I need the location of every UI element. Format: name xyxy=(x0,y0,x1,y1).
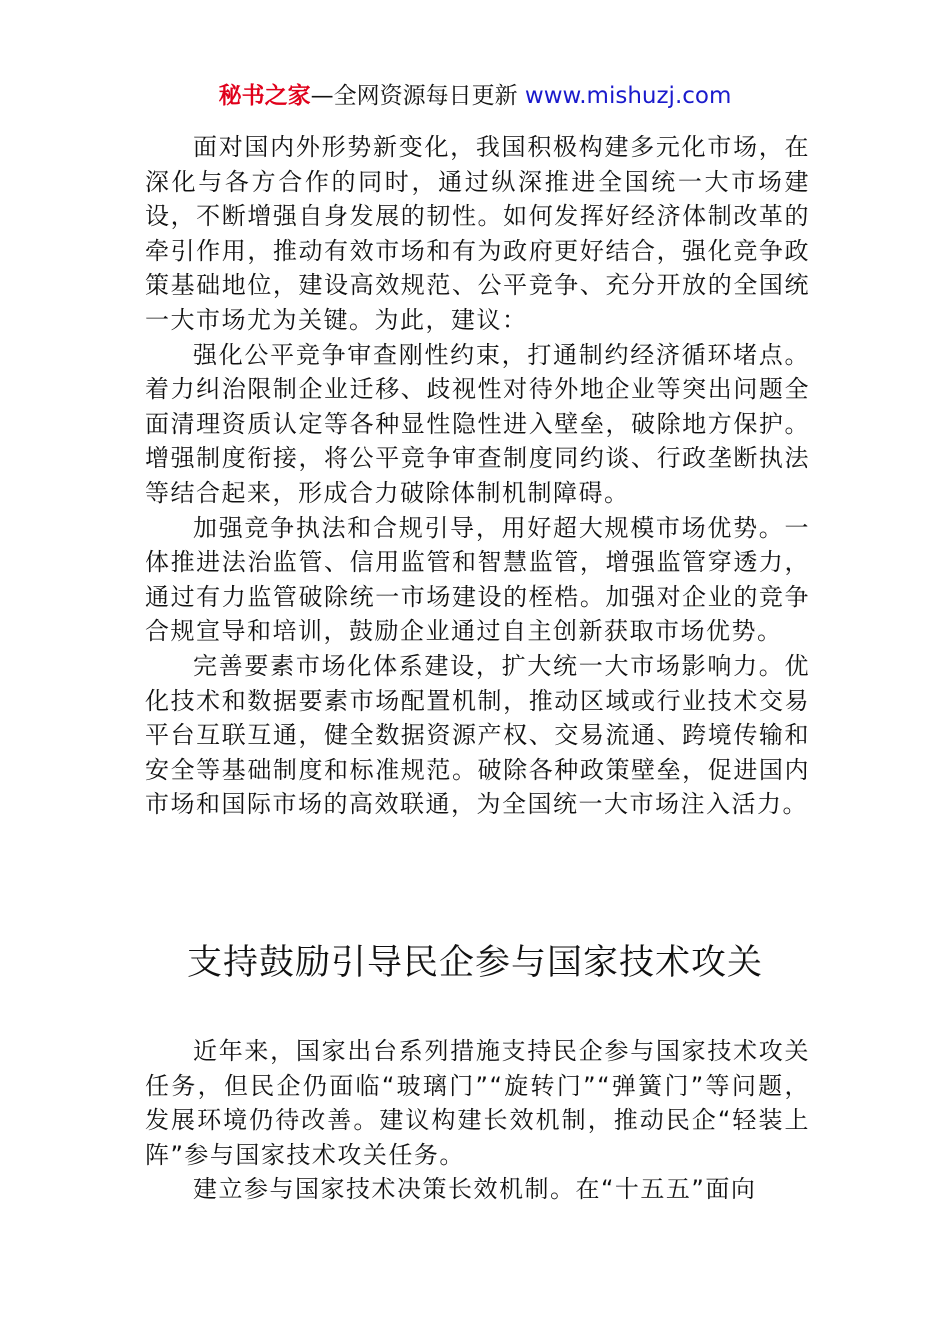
brand-name: 秘书之家 xyxy=(218,83,311,109)
paragraph-factor-market: 完善要素市场化体系建设，扩大统一大市场影响力。优化技术和数据要素市场配置机制，推动区域或行业技术交易平台互联互通，健全数据资源产权、交易流通、跨境传输和安全等基础制度和标准规范。破除各种政策壁垒，促进国内市场和国际市场的高效联通，为全国统一大市场注入活力。 xyxy=(145,651,810,819)
paragraph-enforcement: 加强竞争执法和合规引导，用好超大规模市场优势。一体推进法治监管、信用监管和智慧监管，增强监管穿透力，通过有力监管破除统一市场建设的桎梏。加强对企业的竞争合规宣导和培训，鼓励企业通过自主创新获取市场优势。 xyxy=(145,513,810,646)
site-url-link[interactable]: www.mishuzj.com xyxy=(524,83,732,109)
paragraph-fair-competition: 强化公平竞争审查刚性约束，打通制约经济循环堵点。着力纠治限制企业迁移、歧视性对待外地企业等突出问题全面清理资质认定等各种显性隐性进入壁垒，破除地方保护。增强制度衔接，将公平竞争审查制度同约谈、行政垄断执法等结合起来，形成合力破除体制机制障碍。 xyxy=(145,340,810,507)
paragraph-intro: 面对国内外形势新变化，我国积极构建多元化市场，在深化与各方合作的同时，通过纵深推进全国统一大市场建设，不断增强自身发展的韧性。如何发挥好经济体制改革的牵引作用，推动有效市场和有为政府更好结合，强化竞争政策基础地位，建设高效规范、公平竞争、充分开放的全国统一大市场尤为关键。为此，建议： xyxy=(145,133,810,334)
paragraph-recent-years: 近年来，国家出台系列措施支持民企参与国家技术攻关任务，但民企仍面临“玻璃门”“旋转门”“弹簧门”等问题，发展环境仍待改善。建议构建长效机制，推动民企“轻装上阵”参与国家技术攻关任务。 xyxy=(145,1037,810,1169)
section-2-title: 支持鼓励引导民企参与国家技术攻关 xyxy=(186,943,763,983)
site-header xyxy=(0,80,950,112)
paragraph-decision-mechanism: 建立参与国家技术决策长效机制。在“十五五”面向 xyxy=(193,1175,757,1204)
section-2-body xyxy=(145,1034,810,1207)
header-tagline: —全网资源每日更新 xyxy=(310,83,518,109)
section-1-body xyxy=(145,130,810,822)
